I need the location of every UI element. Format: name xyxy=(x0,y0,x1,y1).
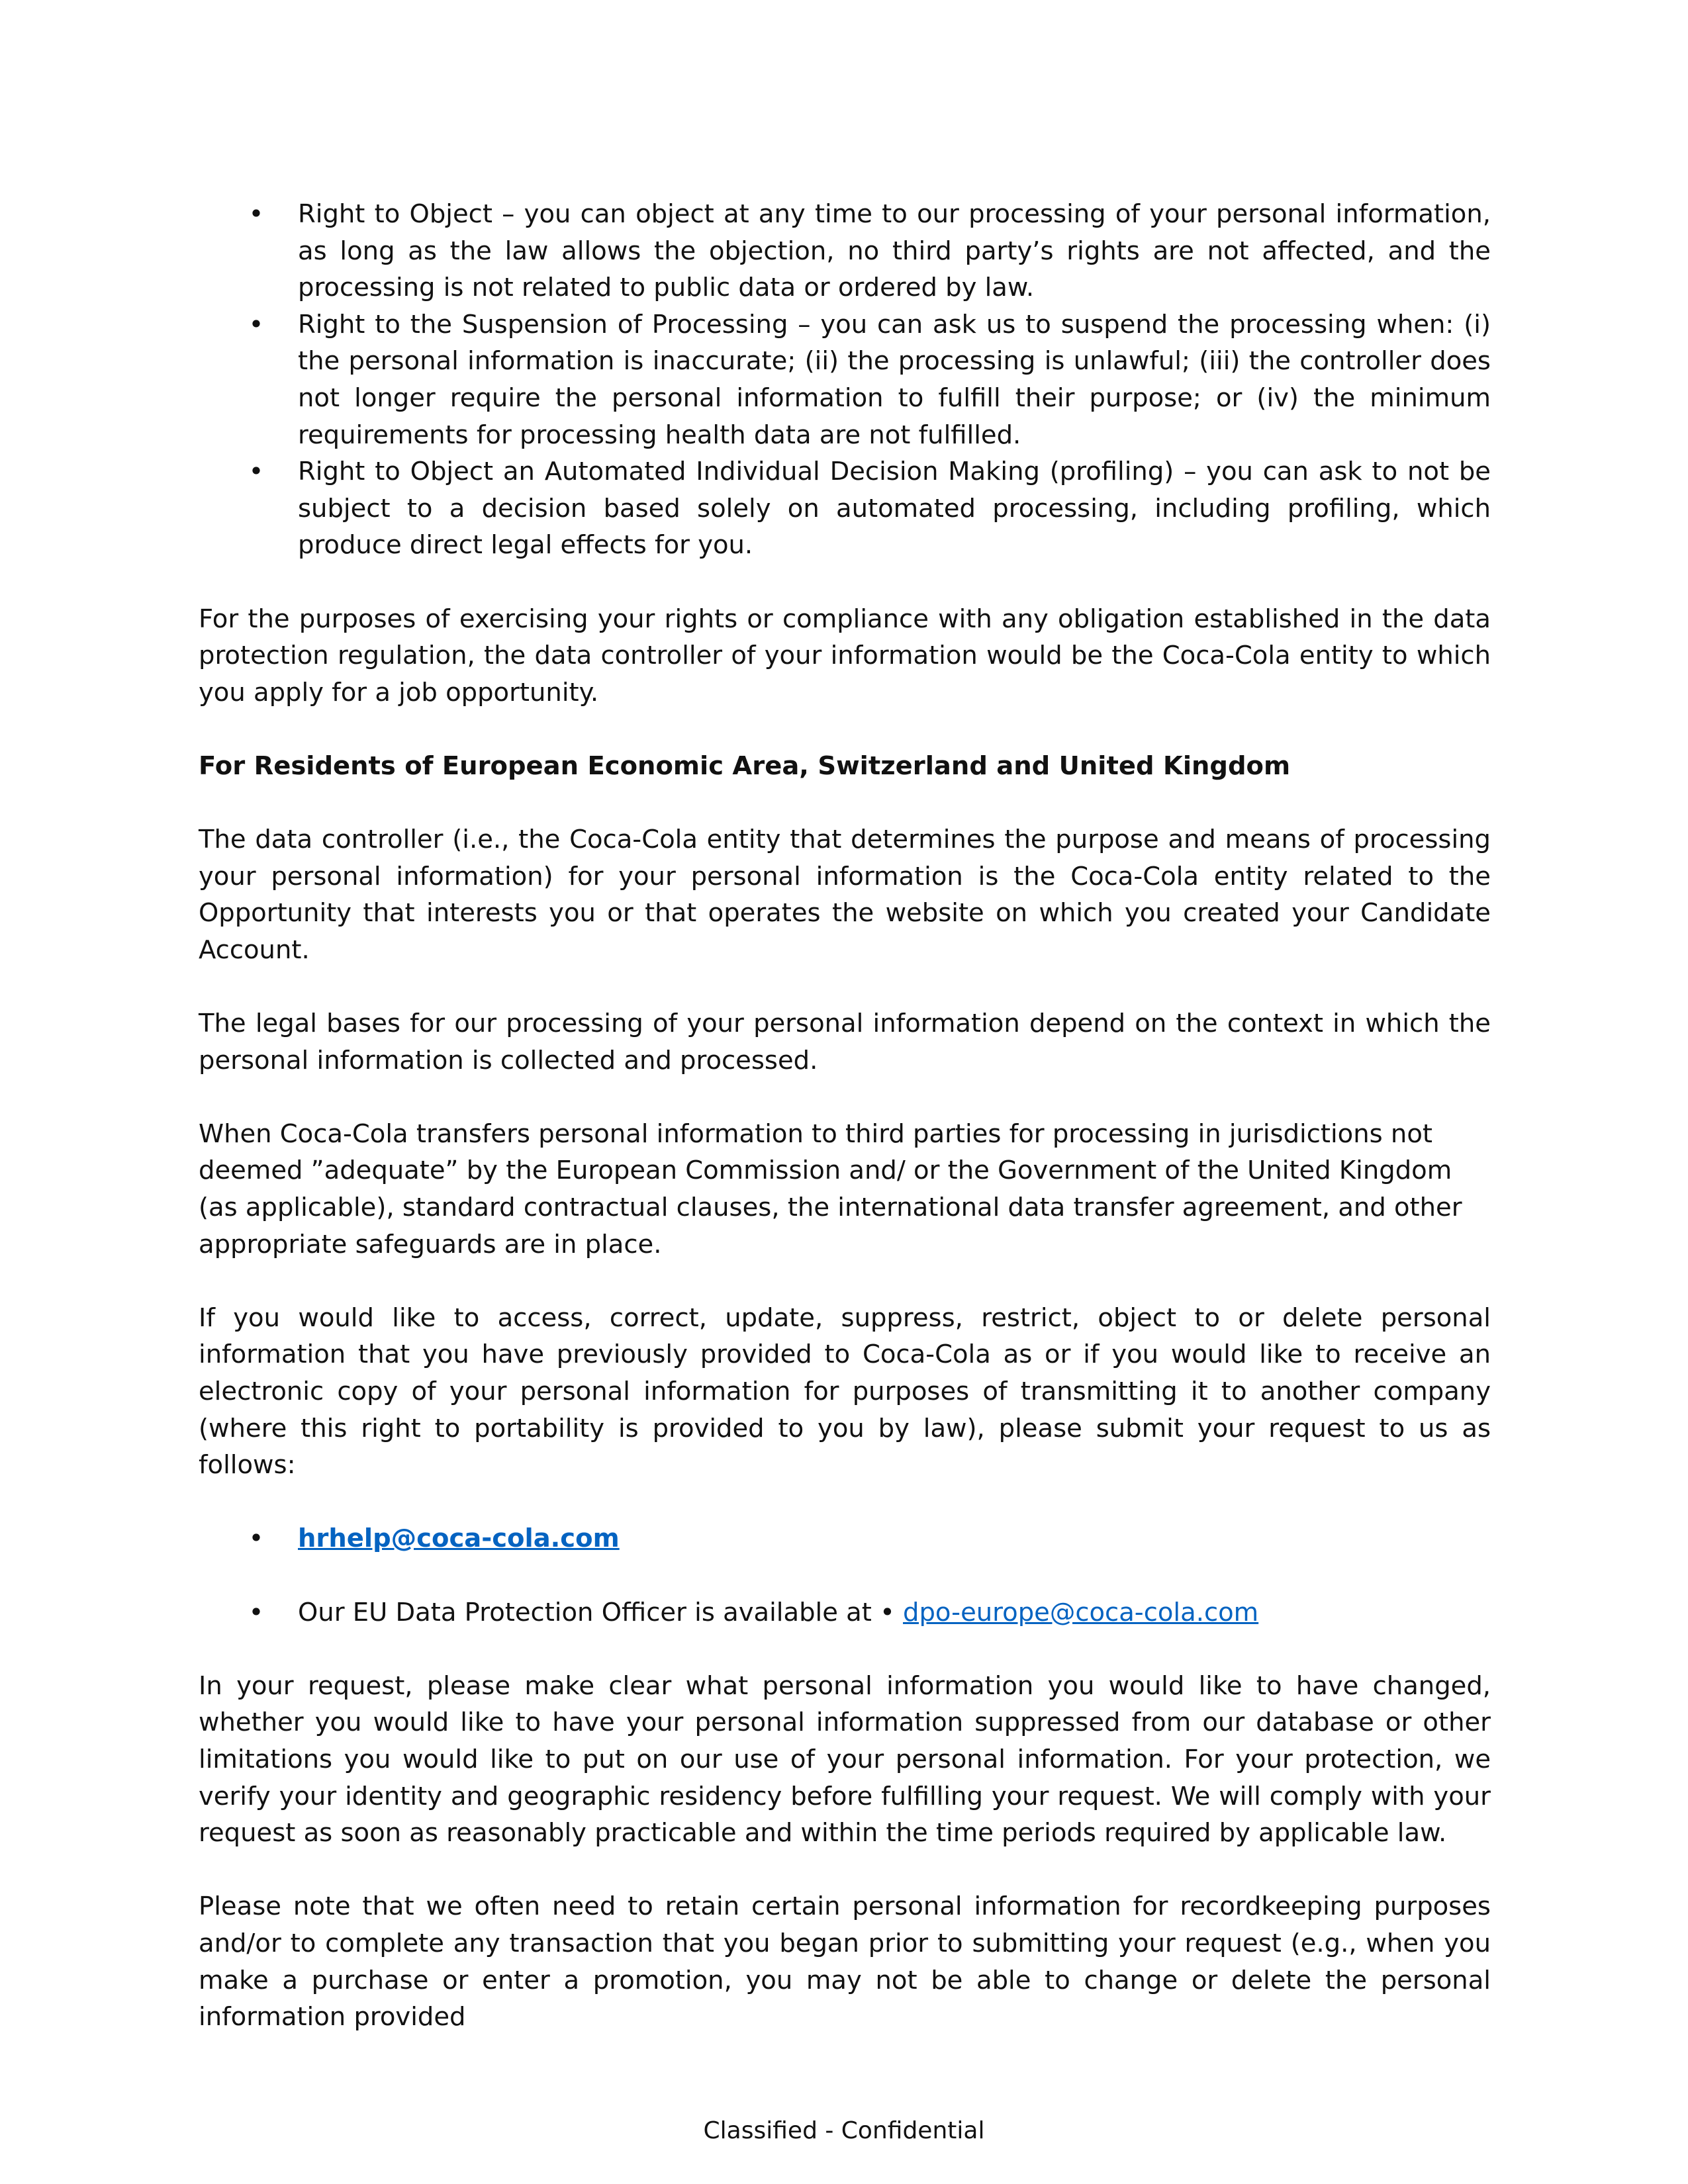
paragraph-data-controller: The data controller (i.e., the Coca-Cola entity that determines the purpose and means of processing your personal information) for your personal information is the Coca-Cola entity related to the Opportunity that interests you or that operates the website on which you created your Candidate Account. xyxy=(199,825,1491,965)
list-item-right-to-suspension xyxy=(199,306,1491,453)
bullet-icon: • xyxy=(248,199,264,229)
page-footer-classification: Classified - Confidential xyxy=(703,2117,985,2144)
bullet-icon: • xyxy=(248,309,264,340)
document-page xyxy=(199,196,1491,2036)
dpo-text: Our EU Data Protection Officer is available at • xyxy=(298,1597,904,1627)
dpo-email-link[interactable]: dpo-europe@coca-cola.com xyxy=(903,1597,1259,1627)
paragraph-request-details: In your request, please make clear what personal information you would like to have changed, whether you would like to have your personal information suppressed from our database or other limitations you would like to put on our use of your personal information. For your protection, we verify your identity and geographic residency before fulfilling your request. We will comply with your request as soon as reasonably practicable and within the time periods required by applicable law. xyxy=(199,1670,1491,1848)
list-item-text: Right to Object – you can object at any time to our processing of your personal information, as long as the law allows the objection, no third party’s rights are not affected, and the processing is not related to public data or ordered by law. xyxy=(298,199,1491,303)
bullet-icon: • xyxy=(248,1597,264,1627)
bullet-icon: • xyxy=(248,1524,264,1554)
rights-list xyxy=(199,196,1491,564)
paragraph-retain: Please note that we often need to retain certain personal information for recordkeeping purposes and/or to complete any transaction that you began prior to submitting your request (e.g., when you make a purchase or enter a promotion, you may not be able to change or delete the personal information provided xyxy=(199,1891,1491,2032)
list-item-text: Right to Object an Automated Individual Decision Making (profiling) – you can ask to not be subject to a decision based solely on automated processing, including profiling, which produce direct legal effects for you. xyxy=(298,457,1491,561)
paragraph-access-request: If you would like to access, correct, update, suppress, restrict, object to or delete personal information that you have previously provided to Coca-Cola as or if you would like to receive an electronic copy of your personal information for purposes of transmitting it to another company (where this right to portability is provided to you by law), please submit your request to us as follows: xyxy=(199,1302,1491,1480)
list-item-text: Right to the Suspension of Processing – you can ask us to suspend the processing when: (i) the personal information is inaccurate; (ii) the processing is unlawful; (iii) the controller does not longer require the personal information to fulfill their purpose; or (iv) the minimum requirements for processing health data are not fulfilled. xyxy=(298,309,1491,450)
contact-list-dpo xyxy=(199,1594,1491,1631)
list-item-dpo xyxy=(199,1594,1491,1631)
list-item-right-to-object xyxy=(199,196,1491,306)
list-item-hrhelp xyxy=(199,1520,1491,1557)
section-heading-eea: For Residents of European Economic Area, Switzerland and United Kingdom xyxy=(199,751,1291,781)
list-item-right-to-object-profiling xyxy=(199,453,1491,564)
paragraph-transfers: When Coca-Cola transfers personal information to third parties for processing in jurisdictions not deemed ”adequate” by the European Commission and/ or the Government of the United Kingdom (as applicable), standard contractual clauses, the international data transfer agreement, and other appropriate safeguards are in place. xyxy=(199,1118,1462,1259)
paragraph-controller: For the purposes of exercising your rights or compliance with any obligation established in the data protection regulation, the data controller of your information would be the Coca-Cola entity to which you apply for a job opportunity. xyxy=(199,604,1491,707)
paragraph-legal-bases: The legal bases for our processing of your personal information depend on the context in which the personal information is collected and processed. xyxy=(199,1009,1491,1075)
bullet-icon: • xyxy=(248,457,264,487)
contact-list xyxy=(199,1520,1491,1557)
hrhelp-email-link[interactable]: hrhelp@coca-cola.com xyxy=(298,1524,620,1554)
